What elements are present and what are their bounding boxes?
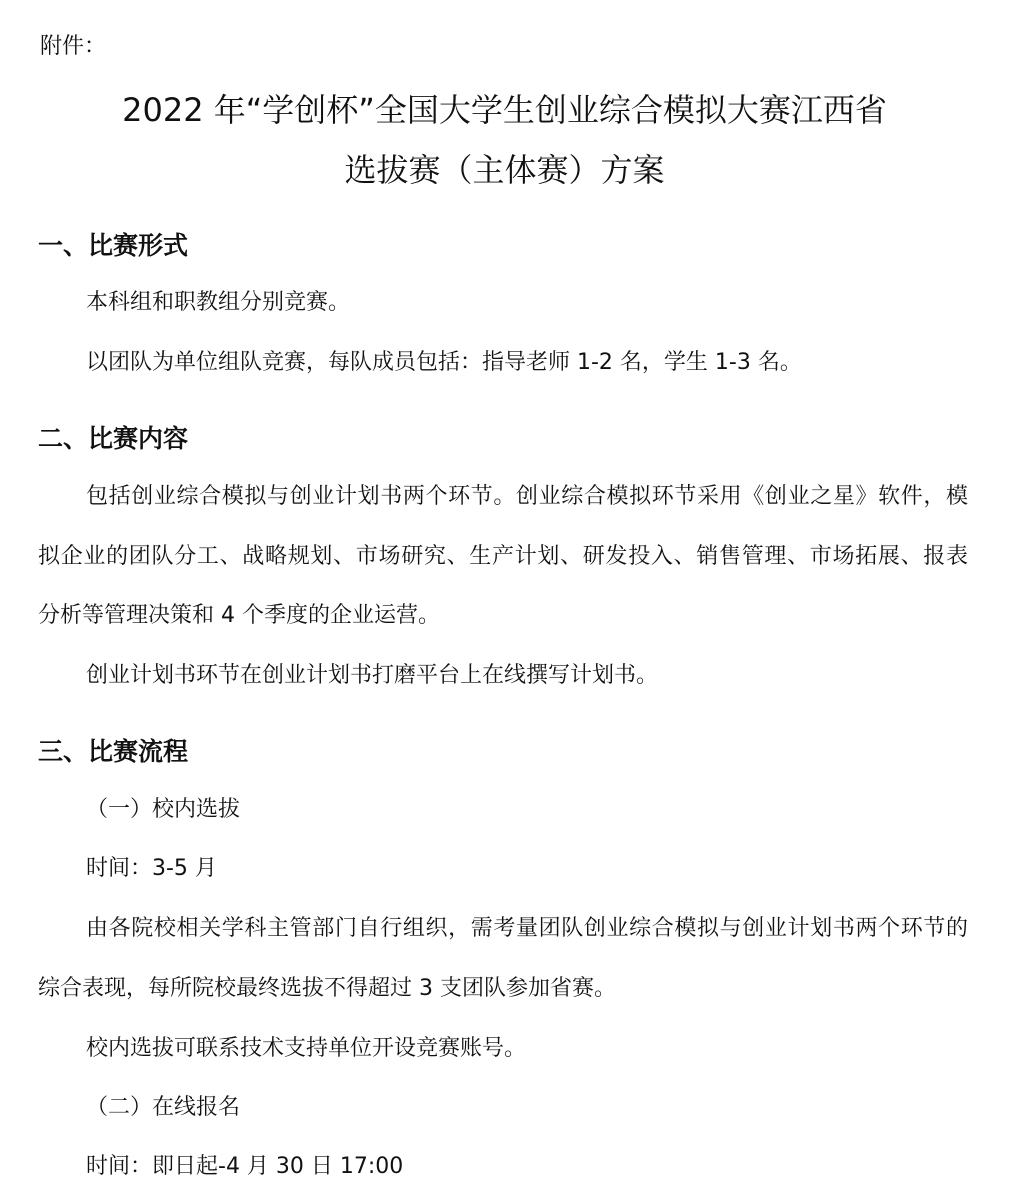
subsection-title-school-selection: （一）校内选拔 bbox=[86, 797, 241, 822]
school-selection-paragraph-line-1: 由各院校相关学科主管部门自行组织，需考量团队创业综合模拟与创业计划书两个环节的 bbox=[86, 916, 968, 941]
school-selection-time: 时间：3-5 月 bbox=[86, 856, 217, 881]
paragraph-content-line-2: 拟企业的团队分工、战略规划、市场研究、生产计划、研发投入、销售管理、市场拓展、报表 bbox=[38, 544, 968, 569]
document-title-line-2: 选拔赛（主体赛）方案 bbox=[344, 151, 665, 189]
online-registration-time: 时间：即日起-4 月 30 日 17:00 bbox=[86, 1154, 404, 1179]
document-title-line-1: 2022 年“学创杯”全国大学生创业综合模拟大赛江西省 bbox=[122, 91, 887, 129]
subsection-title-online-registration: （二）在线报名 bbox=[86, 1095, 241, 1120]
school-selection-paragraph-line-2: 综合表现，每所院校最终选拔不得超过 3 支团队参加省赛。 bbox=[38, 976, 616, 1001]
paragraph-business-plan: 创业计划书环节在创业计划书打磨平台上在线撰写计划书。 bbox=[86, 663, 659, 688]
paragraph-groups: 本科组和职教组分别竞赛。 bbox=[86, 290, 351, 315]
school-selection-account-note: 校内选拔可联系技术支持单位开设竞赛账号。 bbox=[86, 1036, 527, 1061]
section-heading-format: 一、比赛形式 bbox=[38, 231, 189, 260]
paragraph-content-line-1: 包括创业综合模拟与创业计划书两个环节。创业综合模拟环节采用《创业之星》软件，模 bbox=[86, 484, 968, 509]
attachment-label: 附件： bbox=[40, 34, 107, 59]
paragraph-content-line-3: 分析等管理决策和 4 个季度的企业运营。 bbox=[38, 603, 440, 628]
paragraph-team-composition: 以团队为单位组队竞赛，每队成员包括：指导老师 1-2 名，学生 1-3 名。 bbox=[86, 350, 802, 375]
section-heading-content: 二、比赛内容 bbox=[38, 424, 189, 453]
section-heading-process: 三、比赛流程 bbox=[38, 737, 189, 766]
